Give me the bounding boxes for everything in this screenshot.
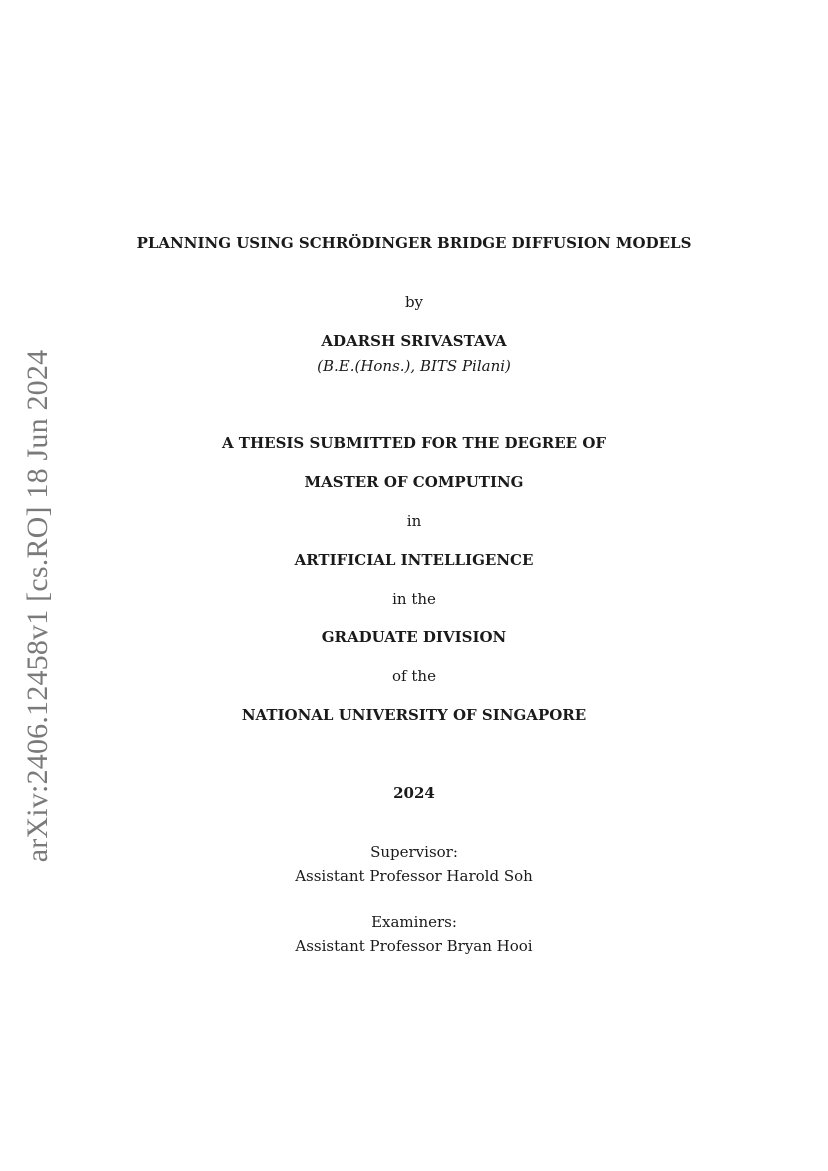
author-name: ADARSH SRIVASTAVA [321, 332, 507, 350]
by-label: by [404, 293, 424, 311]
degree-university: NATIONAL UNIVERSITY OF SINGAPORE [241, 706, 587, 724]
arxiv-stamp: arXiv:2406.12458v1 [cs.RO] 18 Jun 2024 [21, 349, 54, 863]
thesis-title: PLANNING USING SCHRÖDINGER BRIDGE DIFFUSION MODELS [136, 234, 692, 252]
degree-in: in [406, 512, 422, 530]
examiners-label: Examiners: [371, 913, 457, 931]
supervisor-name: Assistant Professor Harold Soh [295, 867, 533, 885]
degree-field: ARTIFICIAL INTELLIGENCE [294, 551, 534, 569]
thesis-year: 2024 [393, 784, 435, 802]
author-credentials: (B.E.(Hons.), BITS Pilani) [317, 357, 511, 375]
degree-name: MASTER OF COMPUTING [304, 473, 524, 491]
degree-of-the: of the [392, 667, 436, 685]
supervisor-label: Supervisor: [370, 843, 458, 861]
degree-division: GRADUATE DIVISION [321, 628, 507, 646]
degree-in-the: in the [392, 590, 436, 608]
examiners-name: Assistant Professor Bryan Hooi [295, 937, 533, 955]
degree-submitted-line: A THESIS SUBMITTED FOR THE DEGREE OF [221, 434, 607, 452]
